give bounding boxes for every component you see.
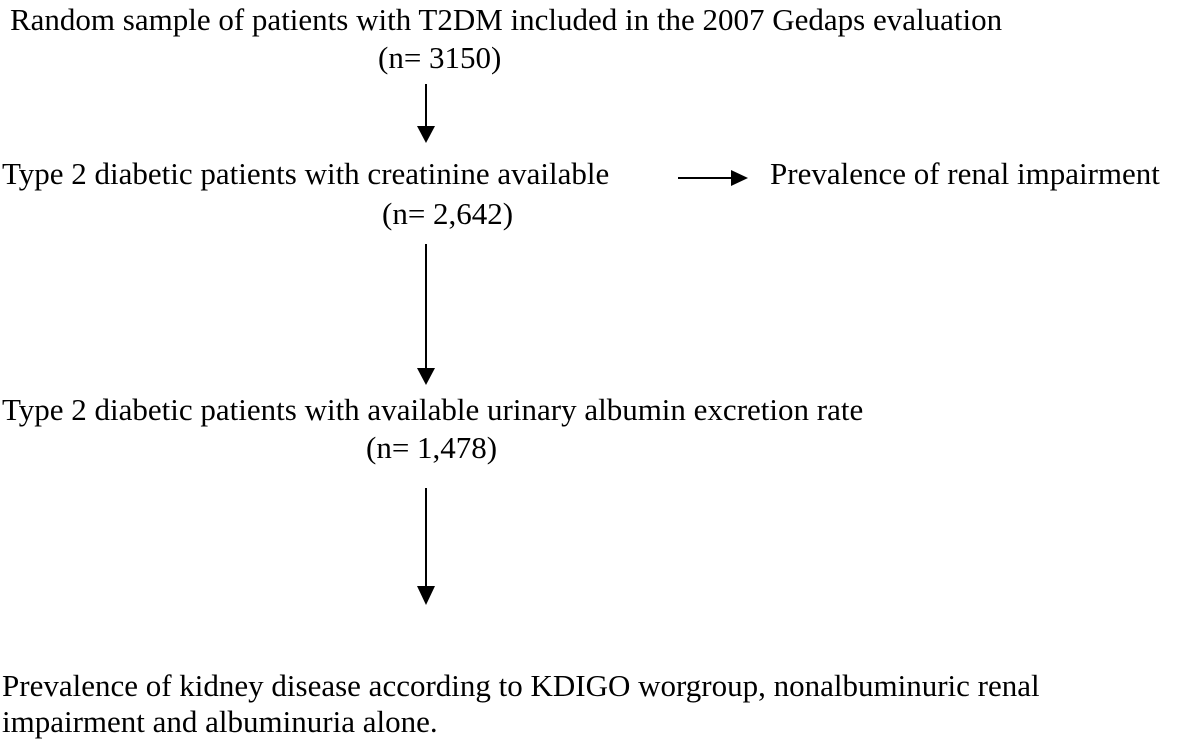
step1-label: Random sample of patients with T2DM included in the 2007 Gedaps evaluation <box>10 2 1003 37</box>
arrow-step2-to-step3 <box>417 244 435 385</box>
arrow-step3-to-outcome <box>417 488 435 605</box>
step3-label: Type 2 diabetic patients with available urinary albumin excretion rate <box>2 392 864 427</box>
arrow-step1-to-step2 <box>417 84 435 143</box>
step1-count: (n= 3150) <box>378 40 502 75</box>
step2-label: Type 2 diabetic patients with creatinine available <box>2 156 610 191</box>
step3-count: (n= 1,478) <box>366 430 498 465</box>
side-outcome-label: Prevalence of renal impairment <box>770 156 1160 191</box>
arrow-step2-to-side-outcome <box>678 170 748 186</box>
step2-count: (n= 2,642) <box>382 196 514 231</box>
outcome-label: Prevalence of kidney disease according to KDIGO worgroup, nonalbuminuric renal impairment and albuminuria alone. <box>2 668 1040 739</box>
